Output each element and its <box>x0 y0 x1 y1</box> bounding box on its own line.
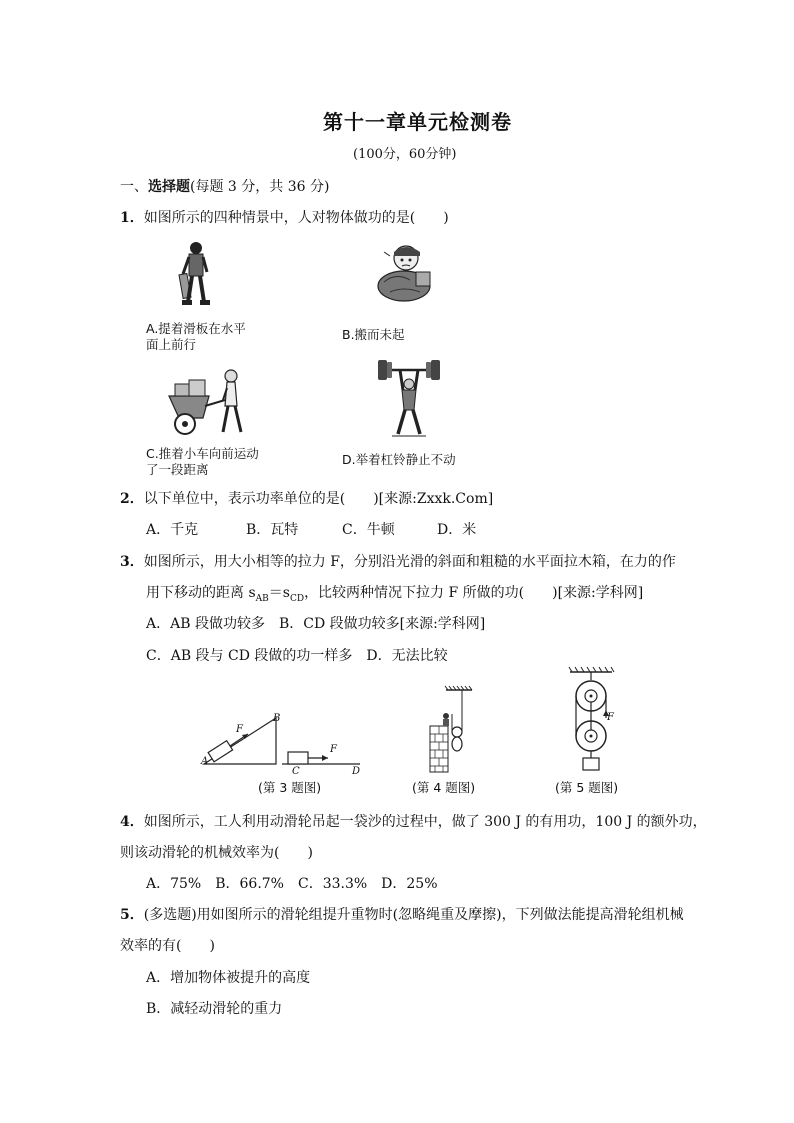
stem-text: ＝s <box>268 585 290 601</box>
question-5-stem-line1 <box>120 906 684 924</box>
fig3-label-a: A <box>201 756 209 767</box>
subscript-cd: CD <box>289 593 305 604</box>
section-number: 一、 <box>120 179 148 195</box>
fig3-label-f1: F <box>236 724 243 735</box>
q1-option-b: B.搬而未起 <box>342 327 405 342</box>
stem-text: 用下移动的距离 s <box>146 585 256 601</box>
q1-option-c-line2: 了一段距离 <box>146 462 209 477</box>
page-title: 第十一章单元检测卷 <box>323 110 512 134</box>
stem-text: ，比较两种情况下拉力 F 所做的功( )[来源:学科网] <box>304 585 644 601</box>
q1-option-a-line2: 面上前行 <box>146 337 197 352</box>
q1-option-a-line1: A.提着滑板在水平 <box>146 321 246 336</box>
section-scoring: (每题 3 分，共 36 分) <box>190 179 330 195</box>
q1-option-d: D.举着杠铃静止不动 <box>342 452 456 467</box>
question-number: 1． <box>120 210 144 226</box>
question-text: 如图所示的四种情景中，人对物体做功的是( ) <box>143 210 449 226</box>
figure-3-caption: (第 3 题图) <box>258 780 322 795</box>
figure-5-caption: (第 5 题图) <box>555 780 619 795</box>
question-text: 如图所示，工人利用动滑轮吊起一袋沙的过程中，做了 300 J 的有用功，100 J 的额外功， <box>143 814 707 830</box>
question-number: 3． <box>120 554 144 570</box>
question-number: 4． <box>120 814 144 830</box>
q2-option-a: A．千克 <box>146 522 199 538</box>
subscript-ab: AB <box>255 593 269 604</box>
question-3-stem-line1 <box>120 553 676 571</box>
question-4-stem-line2: 则该动滑轮的机械效率为( ) <box>120 845 313 861</box>
fig3-label-d: D <box>352 766 361 777</box>
q1-image-c-wheelbarrow <box>165 366 250 438</box>
q2-option-c: C．牛顿 <box>342 522 395 538</box>
q2-option-d: D．米 <box>437 522 477 538</box>
q3-options-line1: A．AB 段做功较多 B．CD 段做功较多[来源:学科网] <box>146 616 486 632</box>
question-4-stem-line1 <box>120 813 707 831</box>
section-title: 选择题 <box>148 179 190 195</box>
fig5-label-f: F <box>607 712 614 723</box>
fig3-label-b: B <box>273 713 281 724</box>
figure-4-caption: (第 4 题图) <box>412 780 476 795</box>
q1-image-b-rock <box>376 242 434 304</box>
q1-option-c-line1: C.推着小车向前运动 <box>146 446 259 461</box>
figure-4-movable-pulley <box>424 686 474 772</box>
question-1-stem <box>120 209 449 227</box>
q1-image-d-barbell <box>376 358 442 438</box>
q2-option-b: B．瓦特 <box>246 522 299 538</box>
question-text: 如图所示，用大小相等的拉力 F，分别沿光滑的斜面和粗糙的水平面拉木箱，在力的作 <box>143 554 676 570</box>
question-number: 2． <box>120 491 144 507</box>
question-number: 5． <box>120 907 144 923</box>
figure-3-incline <box>196 712 366 772</box>
q5-option-a: A．增加物体被提升的高度 <box>146 970 311 986</box>
q3-options-line2: C．AB 段与 CD 段做的功一样多 D．无法比较 <box>146 648 448 664</box>
question-3-stem-line2 <box>146 584 643 608</box>
page-subtitle: (100分，60分钟) <box>353 147 457 162</box>
question-text: 以下单位中，表示功率单位的是( )[来源:Zxxk.Com] <box>143 491 494 507</box>
q4-options: A．75% B．66.7% C．33.3% D．25% <box>146 876 438 892</box>
question-text: (多选题)用如图所示的滑轮组提升重物时(忽略绳重及摩擦)，下列做法能提高滑轮组机械 <box>143 907 684 923</box>
question-2-stem <box>120 490 493 508</box>
fig3-label-f2: F <box>330 744 337 755</box>
q5-option-b: B．减轻动滑轮的重力 <box>146 1001 283 1017</box>
q1-image-a-skateboard <box>170 240 220 314</box>
question-5-stem-line2: 效率的有( ) <box>120 938 215 954</box>
section-heading <box>120 178 329 196</box>
fig3-label-c: C <box>292 766 300 777</box>
